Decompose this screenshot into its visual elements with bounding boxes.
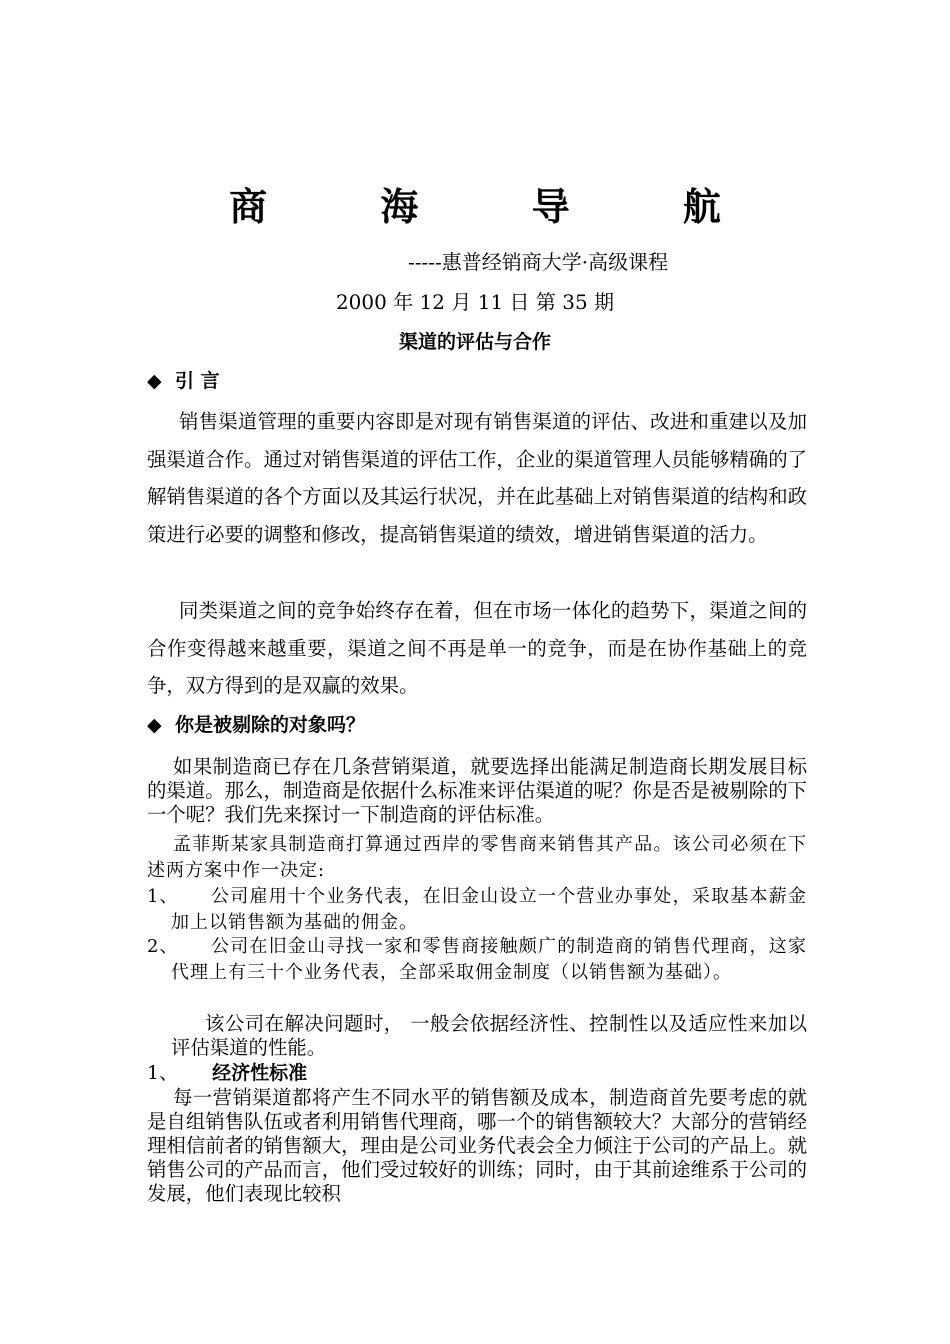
page-subtitle: -----惠普经销商大学·高级课程	[408, 250, 669, 274]
issue-date: 2000 年 12 月 11 日 第 35 期	[335, 290, 615, 314]
criteria-paragraph: 每一营销渠道都将产生不同水平的销售额及成本，制造商首先要考虑的就是自组销售队伍或者利用销售代理商，哪一个的销售额较大？大部分的营销经理相信前者的销售额大，理由是公司业务代表会全力倾注于公司的产品上。就销售公司的产品而言，他们受过较好的训练；同时，由于其前途维系于公司的发展，他们表现比较积	[147, 1086, 807, 1205]
section-heading-label: 你是被剔除的对象吗？	[175, 714, 366, 736]
option-item	[147, 884, 807, 936]
diamond-bullet-icon: ◆	[147, 370, 162, 392]
intro-paragraph: 同类渠道之间的竞争始终存在着，但在市场一体化的趋势下，渠道之间的合作变得越来越重要，渠道之间不再是单一的竞争，而是在协作基础上的竞争，双方得到的是双赢的效果。	[147, 599, 807, 697]
diamond-bullet-icon: ◆	[147, 714, 162, 736]
section-heading-eliminated	[147, 711, 365, 739]
criteria-label: 经济性标准	[212, 1062, 308, 1084]
intro-paragraph: 销售渠道管理的重要内容即是对现有销售渠道的评估、改进和重建以及加强渠道合作。通过对销售渠道的评估工作，企业的渠道管理人员能够精确的了解销售渠道的各个方面以及其运行状况，并在此基础上对销售渠道的结构和政策进行必要的调整和修改，提高销售渠道的绩效，增进销售渠道的活力。	[147, 410, 807, 546]
page-title: 商 海 导 航	[229, 185, 771, 229]
option-item	[147, 934, 807, 986]
evaluation-paragraph: 该公司在解决问题时， 一般会依据经济性、控制性以及适应性来加以评估渠道的性能。	[171, 1012, 807, 1059]
option-text: 公司雇用十个业务代表，在旧金山设立一个营业办事处，采取基本薪金加上以销售额为基础的佣金。	[171, 886, 807, 933]
section-heading-intro	[147, 367, 220, 395]
body-paragraph: 如果制造商已存在几条营销渠道，就要选择出能满足制造商长期发展目标的渠道。那么，制造商是依据什么标准来评估渠道的呢？你是否是被剔除的下一个呢？我们先来探讨一下制造商的评估标准。	[147, 755, 807, 826]
option-text: 公司在旧金山寻找一家和零售商接触颇广的制造商的销售代理商，这家代理上有三十个业务代表，全部采取佣金制度（以销售额为基础）。	[171, 936, 807, 983]
criteria-heading	[147, 1061, 307, 1085]
option-number: 1、	[147, 886, 179, 907]
case-paragraph: 孟菲斯某家具制造商打算通过西岸的零售商来销售其产品。该公司必须在下述两方案中作一决定:	[147, 834, 807, 881]
criteria-number: 1、	[147, 1062, 179, 1084]
article-title: 渠道的评估与合作	[398, 331, 551, 353]
section-heading-label: 引 言	[175, 370, 220, 392]
option-number: 2、	[147, 936, 179, 957]
